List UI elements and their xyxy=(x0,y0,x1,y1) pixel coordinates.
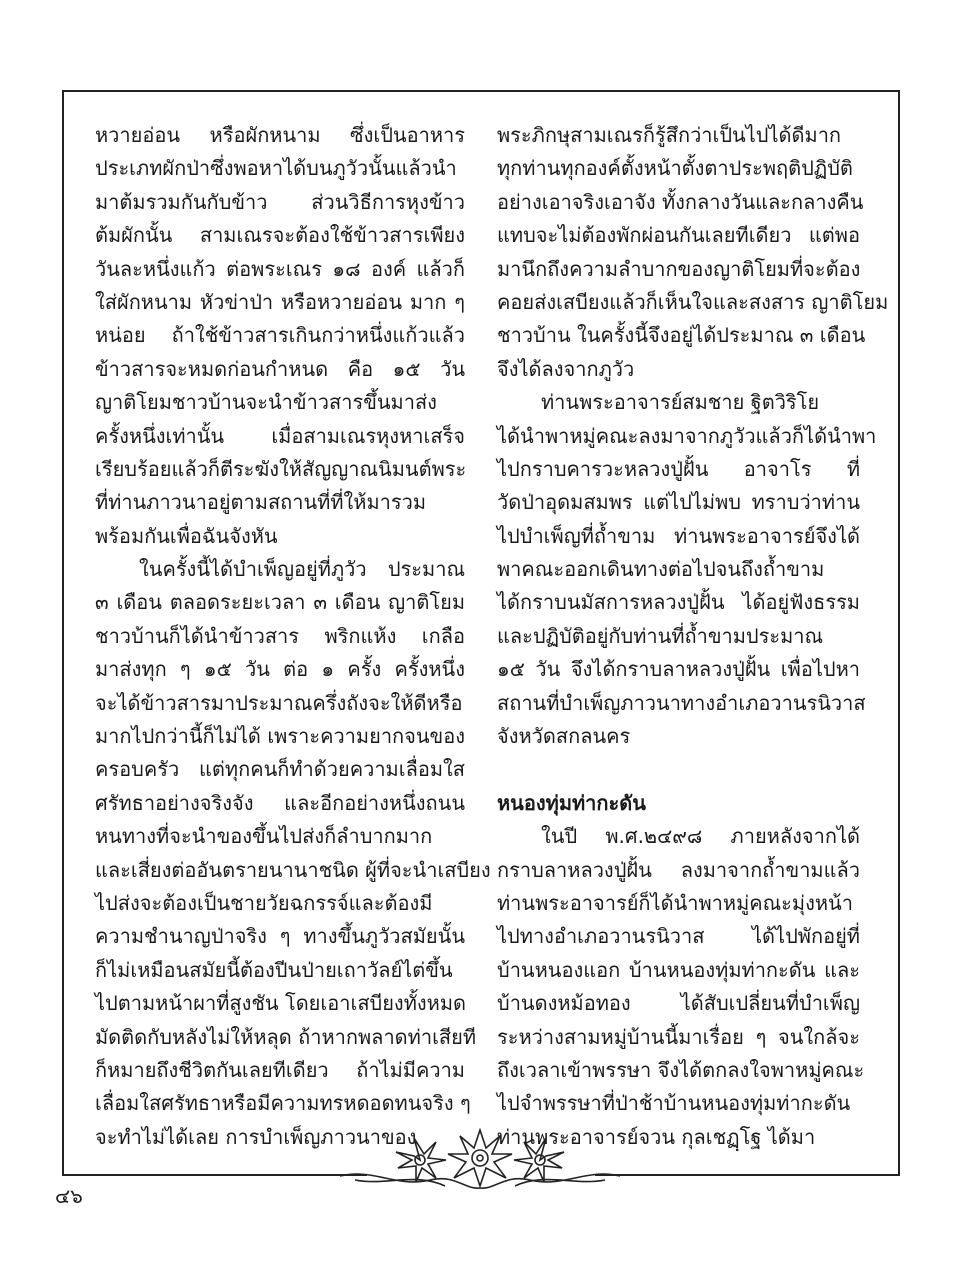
text-line: หวายอ่อน หรือผักหนาม ซึ่งเป็นอาหาร xyxy=(95,123,465,147)
text-line: พร้อมกันเพื่อฉันจังหัน xyxy=(95,523,278,548)
text-line: มากไปกว่านี้ก็ไม่ได้ เพราะความยากจนของ xyxy=(95,724,465,749)
text-line: มัดติดกับหลังไม่ให้หลุด ถ้าหากพลาดท่าเสียที xyxy=(95,1024,477,1049)
text-line: ท่านพระอาจารย์ก็ได้นำพาหมู่คณะมุ่งหน้า xyxy=(497,890,853,915)
text-line: ญาติโยมชาวบ้านจะนำข้าวสารขึ้นมาส่ง xyxy=(95,390,437,415)
text-line: ชาวบ้านก็ได้นำข้าวสาร พริกแห้ง เกลือ xyxy=(95,623,465,648)
floral-ornament-icon xyxy=(335,1128,625,1198)
text-line: ใส่ผักหนาม หัวข่าป่า หรือหวายอ่อน มาก ๆ xyxy=(95,289,465,314)
frame-bottom-line-right xyxy=(595,1174,898,1176)
text-line: บ้านดงหม้อทอง ได้สับเปลี่ยนที่บำเพ็ญ xyxy=(497,991,860,1016)
text-line: ท่านพระอาจารย์สมชาย ฐิตวิริโย xyxy=(541,390,820,415)
text-line: ที่ท่านภาวนาอยู่ตามสถานที่ที่ให้มารวม xyxy=(95,490,427,515)
frame-bottom-line-left xyxy=(62,1174,367,1176)
left-column xyxy=(95,119,491,1154)
text-line: ไปกราบคารวะหลวงปู่ฝั้น อาจาโร ที่ xyxy=(497,456,860,481)
text-line: หน่อย ถ้าใช้ข้าวสารเกินกว่าหนึ่งแก้วแล้ว xyxy=(95,323,465,348)
text-line: ครั้งหนึ่งเท่านั้น เมื่อสามเณรหุงหาเสร็จ xyxy=(95,423,465,448)
right-column xyxy=(497,119,889,1154)
text-line: มาส่งทุก ๆ ๑๕ วัน ต่อ ๑ ครั้ง ครั้งหนึ่ง xyxy=(95,657,465,682)
text-line: และปฏิบัติอยู่กับท่านที่ถ้ำขามประมาณ xyxy=(497,623,824,648)
text-line: จะทำไม่ได้เลย การบำเพ็ญภาวนาของ xyxy=(95,1124,417,1149)
text-line: หนทางที่จะนำของขึ้นไปส่งก็ลำบากมาก xyxy=(95,824,433,849)
text-line: ได้นำพาหมู่คณะลงมาจากภูวัวแล้วก็ได้นำพา xyxy=(497,423,877,448)
text-line xyxy=(497,753,860,786)
text-line: ได้กราบนมัสการหลวงปู่ฝั้น ได้อยู่ฟังธรรม xyxy=(497,590,860,615)
text-line: ในปี พ.ศ.๒๔๙๘ ภายหลังจากได้ xyxy=(541,824,860,849)
text-line: จึงได้ลงจากภูวัว xyxy=(497,356,635,381)
text-line: สถานที่บำเพ็ญภาวนาทางอำเภอวานรนิวาส xyxy=(497,690,866,715)
text-line: ไปตามหน้าผาที่สูงชัน โดยเอาเสบียงทั้งหมด xyxy=(95,991,467,1016)
text-line: บ้านหนองแอก บ้านหนองทุ่มท่ากะดัน และ xyxy=(497,957,860,982)
text-line: เลื่อมใสศรัทธาหรือมีความทรหดอดทนจริง ๆ xyxy=(95,1091,471,1116)
text-line: ก็ไม่เหมือนสมัยนี้ต้องปีนป่ายเถาวัลย์ไต่ขึ้น xyxy=(95,957,453,982)
text-line: พาคณะออกเดินทางต่อไปจนถึงถ้ำขาม xyxy=(497,557,825,582)
text-line: ๓ เดือน ตลอดระยะเวลา ๓ เดือน ญาติโยม xyxy=(95,590,465,615)
text-line: พระภิกษุสามเณรก็รู้สึกว่าเป็นไปได้ดีมาก xyxy=(497,123,842,147)
text-line: ศรัทธาอย่างจริงจัง และอีกอย่างหนึ่งถนน xyxy=(95,790,465,815)
text-line: และเสี่ยงต่ออันตรายนานาชนิด ผู้ที่จะนำเสบียง xyxy=(95,857,491,882)
text-line: อย่างเอาจริงเอาจัง ทั้งกลางวันและกลางคืน xyxy=(497,189,864,214)
text-line: กราบลาหลวงปู่ฝั้น ลงมาจากถ้ำขามแล้ว xyxy=(497,857,860,882)
text-line: จะได้ข้าวสารมาประมาณครึ่งถังจะให้ดีหรือ xyxy=(95,690,463,715)
text-line: แทบจะไม่ต้องพักผ่อนกันเลยทีเดียว แต่พอ xyxy=(497,223,860,248)
text-line: ในครั้งนี้ได้บำเพ็ญอยู่ที่ภูวัว ประมาณ xyxy=(139,557,465,582)
text-line: ความชำนาญป่าจริง ๆ ทางขึ้นภูวัวสมัยนั้น xyxy=(95,924,465,949)
text-line: ไปบำเพ็ญที่ถ้ำขาม ท่านพระอาจารย์จึงได้ xyxy=(497,523,860,548)
text-line: ก็หมายถึงชีวิตกันเลยทีเดียว ถ้าไม่มีความ xyxy=(95,1057,465,1082)
text-line: เรียบร้อยแล้วก็ตีระฆังให้สัญญาณนิมนต์พระ xyxy=(95,456,467,481)
section-heading: หนองทุ่มท่ากะดัน xyxy=(497,790,646,815)
text-line: ไปทางอำเภอวานรนิวาส ได้ไปพักอยู่ที่ xyxy=(497,924,860,949)
text-line: ไปจำพรรษาที่ป่าช้าบ้านหนองทุ่มท่ากะดัน xyxy=(497,1091,851,1116)
text-line: มาต้มรวมกันกับข้าว ส่วนวิธีการหุงข้าว xyxy=(95,189,465,214)
text-line: คอยส่งเสบียงแล้วก็เห็นใจและสงสาร ญาติโยม xyxy=(497,289,889,314)
text-line: ชาวบ้าน ในครั้งนี้จึงอยู่ได้ประมาณ ๓ เดือน xyxy=(497,323,866,348)
text-line: ข้าวสารจะหมดก่อนกำหนด คือ ๑๕ วัน xyxy=(95,356,465,381)
text-line: ทุกท่านทุกองค์ตั้งหน้าตั้งตาประพฤติปฏิบัติ xyxy=(497,156,853,181)
text-line: ระหว่างสามหมู่บ้านนี้มาเรื่อย ๆ จนใกล้จะ xyxy=(497,1024,860,1049)
text-line: ไปส่งจะต้องเป็นชายวัยฉกรรจ์และต้องมี xyxy=(95,890,433,915)
page-number: ๔๖ xyxy=(55,1184,83,1208)
text-line: ต้มผักนั้น สามเณรจะต้องใช้ข้าวสารเพียง xyxy=(95,223,465,248)
text-line: ครอบครัว แต่ทุกคนก็ทำด้วยความเลื่อมใส xyxy=(95,757,465,782)
text-line: ๑๕ วัน จึงได้กราบลาหลวงปู่ฝั้น เพื่อไปหา xyxy=(497,657,860,682)
text-line: ประเภทผักป่าซึ่งพอหาได้บนภูวัวนั้นแล้วนำ xyxy=(95,156,457,181)
text-line: จังหวัดสกลนคร xyxy=(497,724,631,749)
text-line: วัดป่าอุดมสมพร แต่ไปไม่พบ ทราบว่าท่าน xyxy=(497,490,860,515)
text-line: วันละหนึ่งแก้ว ต่อพระเณร ๑๘ องค์ แล้วก็ xyxy=(95,256,465,281)
text-line: มานึกถึงความลำบากของญาติโยมที่จะต้อง xyxy=(497,256,861,281)
text-line: ถึงเวลาเข้าพรรษา จึงได้ตกลงใจพาหมู่คณะ xyxy=(497,1057,865,1082)
text-line: ท่านพระอาจารย์จวน กุลเชฏฺโฐ ได้มา xyxy=(497,1124,816,1149)
